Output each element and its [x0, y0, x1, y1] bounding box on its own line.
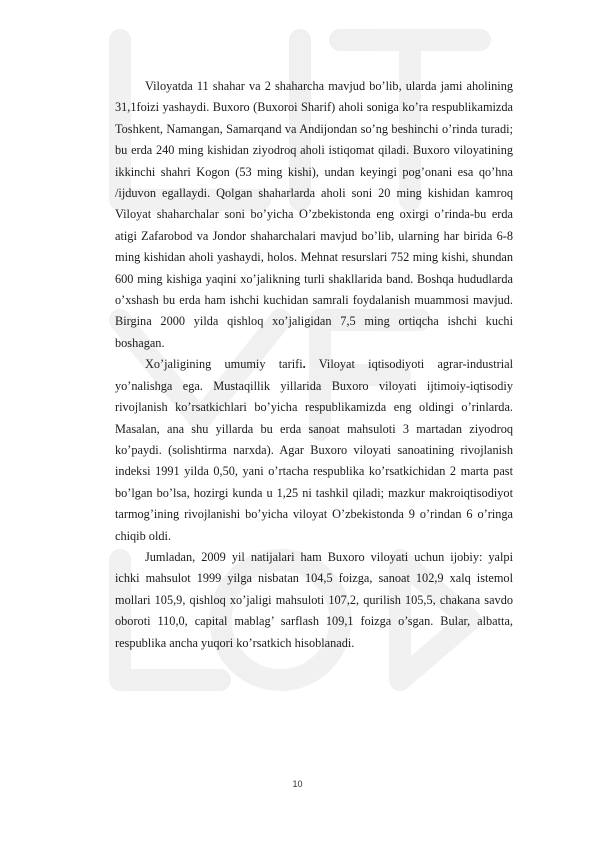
document-body [115, 76, 513, 654]
page-number: 10 [292, 779, 303, 789]
section-body-text: Viloyat iqtisodiyoti agrar-industrial yo’nalishga ega. Mustaqillik yillarida Buxoro viloyati ijtimoiy-iqtisodiy rivojlanish ko’rsatkichlari bo’yicha respublikamizda eng oldingi o’rinlarda. Masalan, ana shu yillarda bu erda sanoat mahsuloti 3 martadan ziyodroq ko’paydi. (solishtirma narxda). Agar Buxoro viloyati sanoatining rivojlanish indeksi 1991 yilda 0,50, yani o’rtacha respublika ko’rsatkichidan 2 marta past bo’lgan bo’lsa, hozirgi kunda u 1,25 ni tashkil qiladi; mazkur makroiqtisodiyot tarmog’ining rivojlanishi bo’yicha viloyat O’zbekistonda 9 o’rindan 6 o’ringa chiqib oldi. [115, 357, 513, 543]
paragraph-economy-overview [115, 354, 513, 547]
paragraph-cities-population: Viloyatda 11 shahar va 2 shaharcha mavjud bo’lib, ularda jami aholining 31,1foizi yashaydi. Buxoro (Buxoroi Sharif) aholi soniga ko’ra respublikamizda Toshkent, Namangan, Samarqand va Andijondan so’ng beshinchi o’rinda turadi; bu erda 240 ming kishidan ziyodroq aholi istiqomat qiladi. Buxoro viloyatining ikkinchi shahri Kogon (53 ming kishi), undan keyingi pog’onani esa qo’hna /ijduvon egallaydi. Qolgan shaharlarda aholi soni 20 ming kishidan kamroq Viloyat shaharchalar soni bo’yicha O’zbekistonda eng oxirgi o’rinda-bu erda atigi Zafarobod va Jondor shaharchalari mavjud bo’lib, ularning har birida 6-8 ming kishidan aholi yashaydi, holos. Mehnat resurslari 752 ming kishi, shundan 600 ming kishiga yaqini xo’jalikning turli shakllarida band. Boshqa hududlarda o’xshash bu erda ham ishchi kuchidan samrali foydalanish muammosi mavjud. Birgina 2000 yilda qishloq xo’jaligidan 7,5 ming ortiqcha ishchi kuchi boshagan. [115, 79, 513, 350]
paragraph-2009-results: Jumladan, 2009 yil natijalari ham Buxoro viloyati uchun ijobiy: yalpi ichki mahsulot 1999 yilga nisbatan 104,5 foizga, sanoat 102,9 xalq istemol mollari 105,9, qishloq xo’jaligi mahsuloti 107,2, qurilish 105,5, chakana savdo oboroti 110,0, capital mablag’ sarflash 109,1 foizga o’sgan. Bular, albatta, respublika ancha yuqori ko’rsatkich hisoblanadi. [115, 549, 513, 650]
section-lead-punct: . [302, 357, 306, 372]
section-lead-heading: Xo’jaligining umumiy tarifi [145, 357, 303, 372]
